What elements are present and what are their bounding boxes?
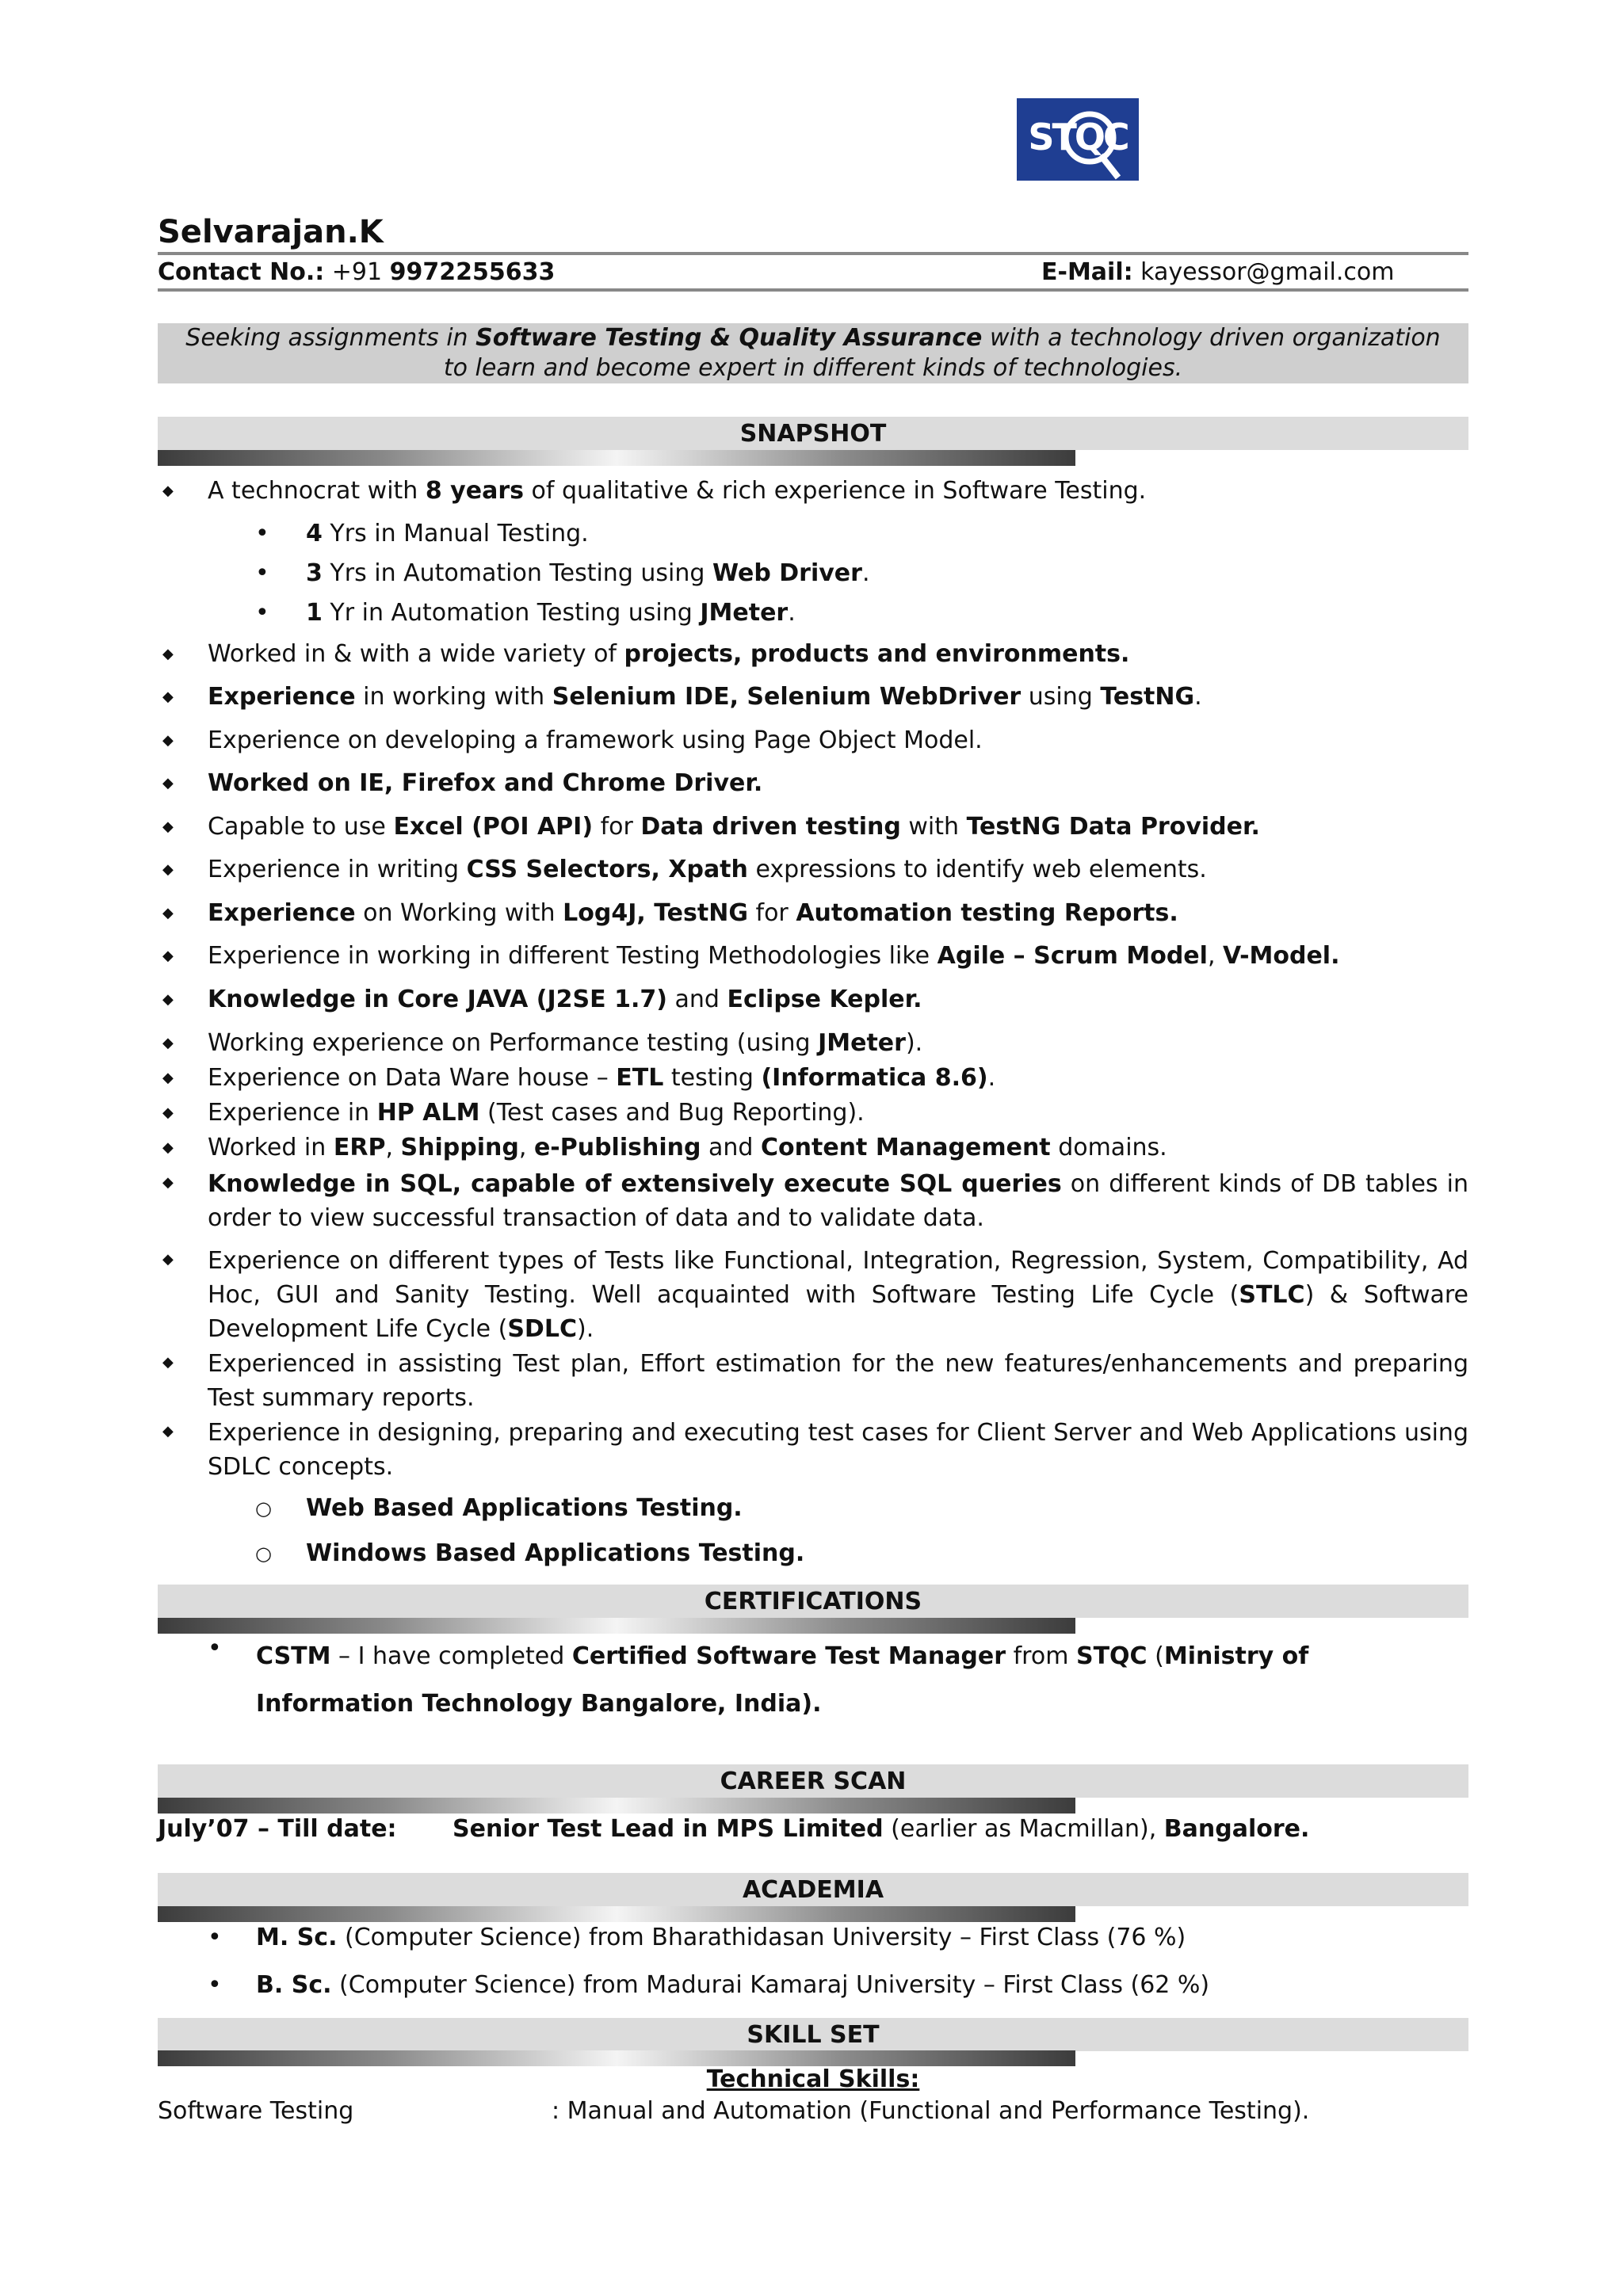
circle-bullet-icon: ○ (255, 1497, 272, 1520)
diamond-bullet-icon: ◆ (162, 1104, 174, 1121)
logo-text: STQC (1028, 116, 1128, 158)
list-item: ◆ Experience in working in different Testing Methodologies like Agile – Scrum Model, V-Model. (158, 940, 1339, 972)
candidate-name: Selvarajan.K (158, 214, 384, 250)
diamond-bullet-icon: ◆ (162, 775, 174, 791)
objective-line-2: to learn and become expert in different kinds of technologies. (443, 354, 1183, 382)
bullet-icon: • (208, 1634, 222, 1662)
diamond-bullet-icon: ◆ (162, 905, 174, 921)
certifications-heading: CERTIFICATIONS (158, 1585, 1468, 1618)
diamond-bullet-icon: ◆ (162, 1354, 174, 1371)
stqc-logo (1017, 98, 1139, 181)
list-item: ○ Web Based Applications Testing. (158, 1493, 743, 1524)
diamond-bullet-icon: ◆ (162, 861, 174, 878)
bullet-icon: • (208, 1971, 222, 1999)
objective-box (158, 323, 1468, 383)
bullet-icon: • (255, 559, 269, 587)
bullet-icon: • (208, 1924, 222, 1951)
diamond-bullet-icon: ◆ (162, 482, 174, 499)
list-item: ◆ Worked on IE, Firefox and Chrome Driver. (158, 768, 762, 799)
name-divider (158, 252, 1468, 255)
diamond-bullet-icon: ◆ (162, 948, 174, 964)
list-item: ◆ A technocrat with 8 years of qualitative & rich experience in Software Testing. (158, 475, 1146, 507)
list-item: ◆ Experience in HP ALM (Test cases and Bug Reporting). (158, 1097, 865, 1129)
list-item: ◆ Capable to use Excel (POI API) for Data driven testing with TestNG Data Provider. (158, 811, 1260, 843)
list-item: ◆ Experience in designing, preparing and executing test cases for Client Server and Web Applications using SDLC concepts. (158, 1416, 1468, 1484)
diamond-bullet-icon: ◆ (162, 688, 174, 705)
skills-heading: SKILL SET (158, 2018, 1468, 2051)
list-item: ◆ Experience in working with Selenium IDE, Selenium WebDriver using TestNG. (158, 681, 1202, 713)
list-item: • 3 Yrs in Automation Testing using Web Driver. (158, 558, 870, 589)
list-item: ◆ Experience on developing a framework using Page Object Model. (158, 725, 983, 757)
list-item: • 4 Yrs in Manual Testing. (158, 518, 589, 550)
diamond-bullet-icon: ◆ (162, 818, 174, 835)
academia-gradient-bar (158, 1906, 1075, 1922)
career-heading: CAREER SCAN (158, 1764, 1468, 1798)
career-entry (158, 1814, 397, 1845)
list-item: • M. Sc. (Computer Science) from Bharathidasan University – First Class (76 %) (158, 1922, 1186, 1954)
diamond-bullet-icon: ◆ (162, 1174, 174, 1191)
contact-number: 9972255633 (389, 258, 556, 286)
contact-email (1041, 258, 1394, 287)
academia-heading: ACADEMIA (158, 1873, 1468, 1906)
list-item: ◆ Experience on Data Ware house – ETL testing (Informatica 8.6). (158, 1062, 995, 1094)
skills-subheading: Technical Skills: (706, 2065, 920, 2093)
diamond-bullet-icon: ◆ (162, 991, 174, 1008)
diamond-bullet-icon: ◆ (162, 1423, 174, 1440)
list-item: ◆ Worked in & with a wide variety of projects, products and environments. (158, 639, 1129, 670)
list-item: ○ Windows Based Applications Testing. (158, 1538, 804, 1569)
snapshot-gradient-bar (158, 450, 1075, 466)
contact-row (158, 258, 1468, 287)
diamond-bullet-icon: ◆ (162, 1070, 174, 1086)
email-label: E-Mail: (1041, 258, 1133, 286)
career-period: July’07 – Till date: (158, 1815, 397, 1843)
contact-phone (158, 258, 555, 287)
snapshot-heading: SNAPSHOT (158, 417, 1468, 450)
list-item: • B. Sc. (Computer Science) from Madurai Kamaraj University – First Class (62 %) (158, 1970, 1209, 2001)
diamond-bullet-icon: ◆ (162, 1139, 174, 1156)
list-item: • CSTM – I have completed Certified Software Test Manager from STQC (Ministry of Information Technology Bangalore, India). (208, 1634, 1309, 1718)
circle-bullet-icon: ○ (255, 1543, 272, 1565)
career-gradient-bar (158, 1798, 1075, 1814)
list-item: ◆ Experienced in assisting Test plan, Effort estimation for the new features/enhancements and preparing Test summary reports. (158, 1347, 1468, 1415)
list-item: ◆ Experience in writing CSS Selectors, Xpath expressions to identify web elements. (158, 854, 1207, 886)
objective-line-1: Seeking assignments in Software Testing & Quality Assurance with a technology driven organization (185, 324, 1441, 352)
diamond-bullet-icon: ◆ (162, 646, 174, 662)
diamond-bullet-icon: ◆ (162, 1251, 174, 1268)
email-value: kayessor@gmail.com (1140, 258, 1395, 286)
contact-prefix: +91 (331, 258, 383, 286)
skills-row-label: Software Testing (158, 2097, 354, 2125)
career-role: Senior Test Lead in MPS Limited (earlier as Macmillan), Bangalore. (453, 1815, 1310, 1843)
certifications-gradient-bar (158, 1618, 1075, 1634)
list-item: ◆ Worked in ERP, Shipping, e-Publishing and Content Management domains. (158, 1132, 1167, 1164)
diamond-bullet-icon: ◆ (162, 732, 174, 749)
list-item: ◆ Knowledge in Core JAVA (J2SE 1.7) and Eclipse Kepler. (158, 984, 922, 1016)
list-item: • 1 Yr in Automation Testing using JMeter. (158, 597, 796, 629)
diamond-bullet-icon: ◆ (162, 1035, 174, 1051)
list-item: ◆ Working experience on Performance testing (using JMeter). (158, 1028, 922, 1059)
list-item: ◆ Experience on different types of Tests like Functional, Integration, Regression, System, Compatibility, Ad Hoc, GUI and Sanity Testing. Well acquainted with Software Testing Life Cycle (STLC) & Software Development Life Cycle (SDLC). (158, 1244, 1468, 1346)
list-item: ◆ Knowledge in SQL, capable of extensively execute SQL queries on different kinds of DB tables in order to view successful transaction of data and to validate data. (158, 1167, 1468, 1235)
contact-divider (158, 288, 1468, 292)
list-item: ◆ Experience on Working with Log4J, TestNG for Automation testing Reports. (158, 898, 1178, 929)
skills-row-value: : Manual and Automation (Functional and Performance Testing). (552, 2097, 1310, 2125)
contact-label: Contact No.: (158, 258, 325, 286)
bullet-icon: • (255, 599, 269, 627)
bullet-icon: • (255, 520, 269, 547)
